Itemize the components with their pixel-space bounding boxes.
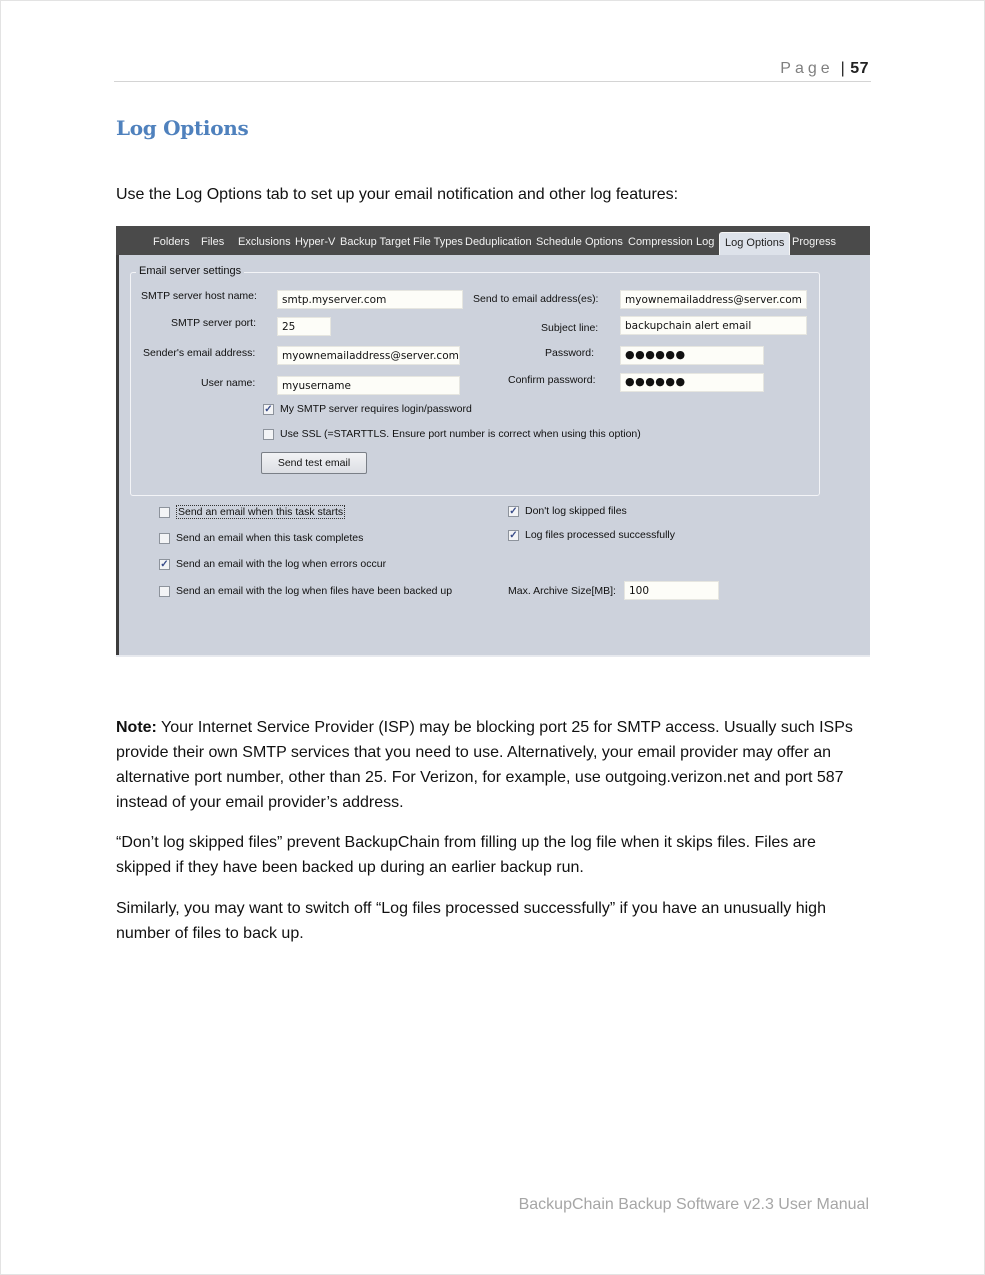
page-number-value: 57 (850, 60, 869, 77)
log-processed-label: Log files processed successfully (525, 529, 675, 541)
email-on-errors-checkbox[interactable] (159, 558, 386, 570)
page-number (780, 60, 869, 78)
subject-input[interactable]: backupchain alert email (620, 316, 807, 335)
checkbox-checked-icon[interactable]: ✓ (160, 558, 169, 570)
app-screenshot (116, 226, 870, 657)
tab-bar (116, 226, 870, 255)
username-input[interactable]: myusername (277, 376, 460, 395)
username-label: User name: (201, 377, 256, 389)
email-on-backup-checkbox[interactable] (159, 585, 452, 597)
page-word: Page (780, 60, 834, 77)
dont-log-skipped-checkbox[interactable] (508, 505, 627, 517)
use-ssl-label: Use SSL (=STARTTLS. Ensure port number is correct when using this option) (280, 428, 641, 440)
email-on-complete-checkbox[interactable] (159, 532, 363, 544)
requires-login-label: My SMTP server requires login/password (280, 403, 472, 415)
max-archive-input[interactable]: 100 (624, 581, 719, 600)
email-on-backup-label: Send an email with the log when files have been backed up (176, 585, 453, 597)
checkbox-checked-icon[interactable]: ✓ (264, 403, 273, 415)
page-footer: BackupChain Backup Software v2.3 User Manual (518, 1196, 869, 1213)
sender-email-label: Sender's email address: (143, 347, 256, 359)
max-archive-label: Max. Archive Size[MB]: (508, 585, 616, 597)
tab-exclusions[interactable]: Exclusions (238, 236, 291, 248)
send-to-input[interactable]: myownemailaddress@server.com (620, 290, 807, 309)
window-bottom-edge (116, 655, 870, 657)
smtp-port-input[interactable]: 25 (277, 317, 331, 336)
checkbox-checked-icon[interactable]: ✓ (509, 529, 518, 541)
email-on-start-checkbox[interactable] (159, 505, 345, 519)
tab-deduplication[interactable]: Deduplication (465, 236, 532, 248)
note-label: Note: (116, 719, 157, 736)
checkbox-checked-icon[interactable]: ✓ (509, 505, 518, 517)
smtp-port-label: SMTP server port: (171, 317, 256, 329)
page-separator: | (840, 60, 846, 77)
confirm-password-label: Confirm password: (508, 374, 596, 386)
tab-progress[interactable]: Progress (792, 236, 837, 248)
use-ssl-checkbox[interactable] (263, 428, 641, 440)
log-processed-checkbox[interactable] (508, 529, 675, 541)
email-on-errors-label: Send an email with the log when errors occur (176, 558, 387, 570)
checkbox-unchecked-icon[interactable] (263, 429, 274, 440)
group-title: Email server settings (136, 265, 244, 277)
sender-email-input[interactable]: myownemailaddress@server.com (277, 346, 460, 365)
subject-label: Subject line: (541, 322, 599, 334)
smtp-host-label: SMTP server host name: (141, 290, 257, 302)
requires-login-checkbox[interactable] (263, 403, 472, 415)
tab-files[interactable]: Files (201, 236, 225, 248)
note-paragraph (116, 715, 872, 815)
send-to-label: Send to email address(es): (473, 293, 599, 305)
checkbox-unchecked-icon[interactable] (159, 533, 170, 544)
intro-text: Use the Log Options tab to set up your email notification and other log features: (116, 186, 679, 203)
tab-log[interactable]: Log (696, 236, 715, 248)
checkbox-unchecked-icon[interactable] (159, 507, 170, 518)
tab-backup-target[interactable]: Backup Target (340, 236, 411, 248)
dont-log-skipped-label: Don't log skipped files (525, 505, 627, 517)
tab-compression[interactable]: Compression (628, 236, 693, 248)
tab-log-options[interactable]: Log Options (719, 232, 790, 255)
section-title: Log Options (116, 116, 249, 140)
note-text: Your Internet Service Provider (ISP) may be blocking port 25 for SMTP access. Usually such ISPs provide their own SMTP services that you need to use. Alternatively, your email provider may offer an alternative port number, other than 25. For Verizon, for example, use outgoing.verizon.net and port 587 instead of your email provider’s address. (116, 719, 853, 811)
smtp-host-input[interactable]: smtp.myserver.com (277, 290, 463, 309)
send-test-email-button[interactable]: Send test email (261, 452, 367, 474)
tab-file-types[interactable]: File Types (413, 236, 463, 248)
email-on-complete-label: Send an email when this task completes (176, 532, 364, 544)
confirm-password-input[interactable]: ●●●●●● (620, 373, 764, 392)
processed-files-paragraph: Similarly, you may want to switch off “Log files processed successfully” if you have an unusually high number of files to back up. (116, 900, 826, 942)
skipped-files-paragraph: “Don’t log skipped files” prevent BackupChain from filling up the log file when it skips files. Files are skipped if they have been backed up during an earlier backup run. (116, 834, 816, 876)
email-on-start-label: Send an email when this task starts (178, 506, 344, 518)
checkbox-unchecked-icon[interactable] (159, 586, 170, 597)
password-label: Password: (545, 347, 595, 359)
page-header (114, 58, 871, 82)
tab-hyper-v[interactable]: Hyper-V (295, 236, 336, 248)
tab-folders[interactable]: Folders (153, 236, 190, 248)
window-edge (116, 255, 119, 657)
tab-schedule[interactable]: Schedule (536, 236, 582, 248)
password-input[interactable]: ●●●●●● (620, 346, 764, 365)
tab-options[interactable]: Options (585, 236, 623, 248)
